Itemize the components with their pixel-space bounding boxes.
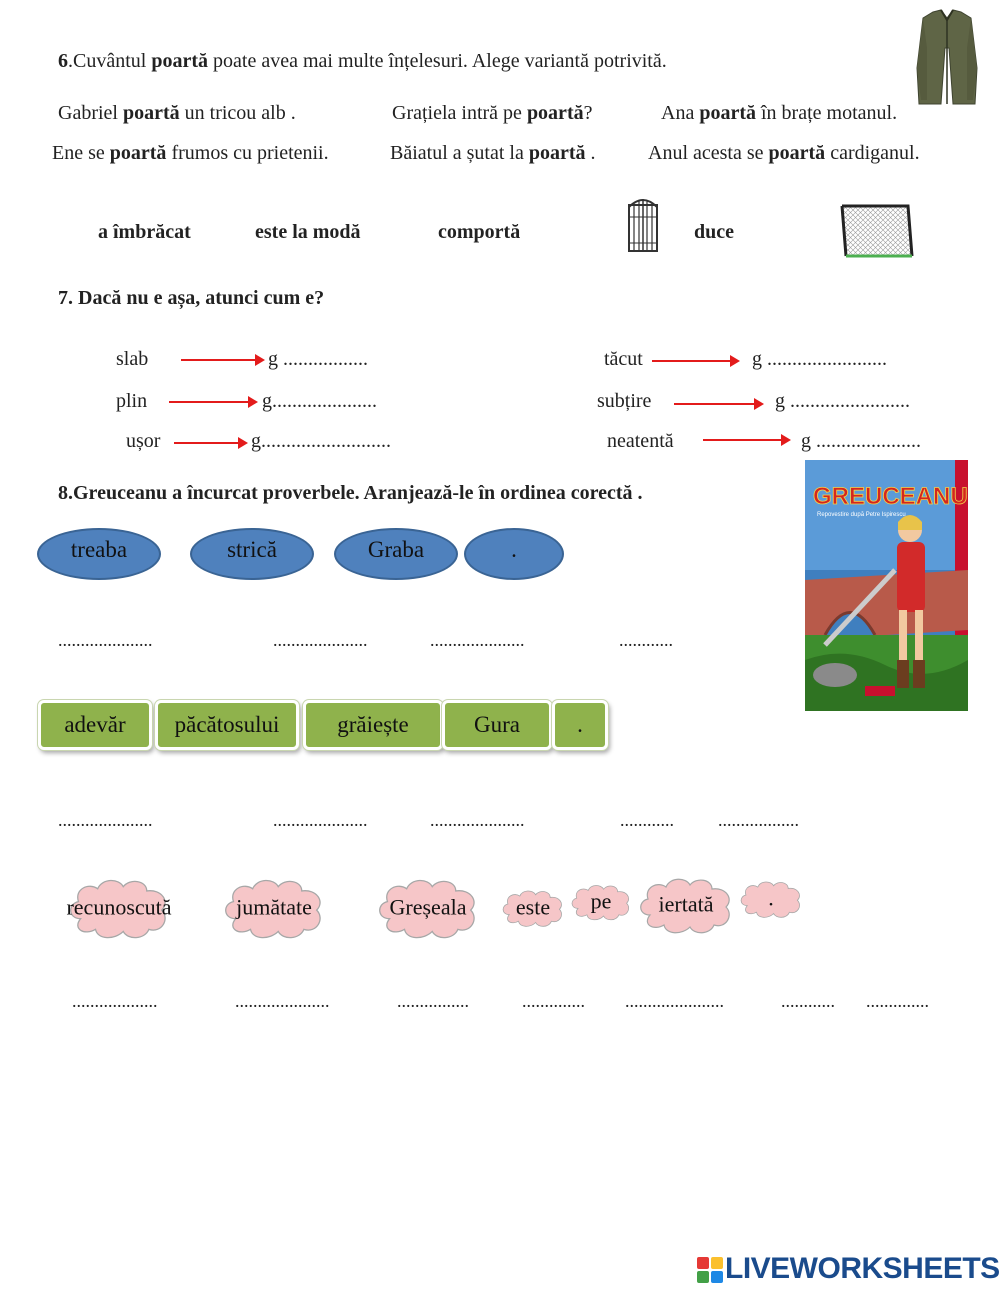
word-oval-treaba[interactable]: treaba bbox=[37, 528, 161, 580]
option-este-la-moda[interactable]: este la modă bbox=[255, 221, 361, 243]
word-box-pacatosului[interactable]: păcătosului bbox=[155, 700, 299, 750]
option-a-imbracat[interactable]: a îmbrăcat bbox=[98, 221, 191, 243]
answer-blank[interactable]: ..................... bbox=[58, 630, 153, 650]
word-cloud-iertata[interactable]: iertată bbox=[636, 870, 736, 940]
answer-blank[interactable]: ..................... bbox=[430, 810, 525, 830]
option-duce[interactable]: duce bbox=[694, 221, 734, 243]
answer-blank[interactable]: ..................... bbox=[58, 810, 153, 830]
ex6-sentence-3: Ana poartă în brațe motanul. bbox=[661, 102, 898, 124]
arrow-icon bbox=[674, 403, 762, 405]
word-oval-strica[interactable]: strică bbox=[190, 528, 314, 580]
ex7-answer-slab[interactable]: g ................. bbox=[268, 348, 368, 370]
option-comporta[interactable]: comportă bbox=[438, 221, 521, 243]
word-box-period[interactable]: . bbox=[552, 700, 608, 750]
ex7-word-neatenta: neatentă bbox=[607, 430, 674, 452]
ex6-sentence-6: Anul acesta se poartă cardiganul. bbox=[648, 142, 920, 164]
word-cloud-period[interactable]: . bbox=[738, 870, 804, 928]
ex6-sentence-2: Grațiela intră pe poartă? bbox=[392, 102, 593, 124]
answer-blank[interactable]: ...................... bbox=[625, 991, 724, 1011]
liveworksheets-logo: LIVEWORKSHEETS bbox=[725, 1252, 1000, 1285]
word-box-gura[interactable]: Gura bbox=[442, 700, 552, 750]
ex7-title: 7. Dacă nu e așa, atunci cum e? bbox=[58, 287, 325, 309]
ex6-sentence-4: Ene se poartă frumos cu prietenii. bbox=[52, 142, 329, 164]
gate-image[interactable] bbox=[627, 195, 659, 253]
cardigan-image[interactable] bbox=[913, 8, 981, 108]
arrow-icon bbox=[703, 439, 789, 441]
answer-blank[interactable]: ..................... bbox=[273, 810, 368, 830]
word-cloud-pe[interactable]: pe bbox=[569, 870, 633, 934]
word-cloud-greseala[interactable]: Greșeala bbox=[354, 876, 502, 940]
answer-blank[interactable]: ............ bbox=[619, 630, 673, 650]
answer-blank[interactable]: ............ bbox=[620, 810, 674, 830]
arrow-icon bbox=[169, 401, 256, 403]
ex7-word-plin: plin bbox=[116, 390, 148, 412]
answer-blank[interactable]: ..................... bbox=[430, 630, 525, 650]
answer-blank[interactable]: ................... bbox=[72, 991, 158, 1011]
word-box-graieste[interactable]: grăiește bbox=[303, 700, 443, 750]
greuceanu-book-cover bbox=[805, 460, 968, 711]
ex7-word-tacut: tăcut bbox=[604, 348, 643, 370]
answer-blank[interactable]: ................ bbox=[397, 991, 469, 1011]
arrow-icon bbox=[181, 359, 263, 361]
word-cloud-este[interactable]: este bbox=[500, 876, 566, 940]
ex7-word-subtire: subțire bbox=[597, 390, 652, 412]
soccer-goal-image[interactable] bbox=[838, 200, 916, 260]
arrow-icon bbox=[652, 360, 738, 362]
book-subtitle: Repovestire după Petre Ispirescu bbox=[817, 512, 906, 518]
word-oval-period[interactable]: . bbox=[464, 528, 564, 580]
ex6-sentence-1: Gabriel poartă un tricou alb . bbox=[58, 102, 296, 124]
answer-blank[interactable]: .................. bbox=[718, 810, 799, 830]
ex7-answer-subtire[interactable]: g ........................ bbox=[775, 390, 910, 412]
answer-blank[interactable]: .............. bbox=[522, 991, 585, 1011]
ex6-instruction: 6.Cuvântul poartă poate avea mai multe înțelesuri. Alege variantă potrivită. bbox=[58, 50, 667, 72]
ex7-answer-plin[interactable]: g..................... bbox=[262, 390, 377, 412]
liveworksheets-logo-icon bbox=[697, 1257, 723, 1283]
ex7-answer-neatenta[interactable]: g ..................... bbox=[801, 430, 921, 452]
ex7-answer-tacut[interactable]: g ........................ bbox=[752, 348, 887, 370]
word-cloud-jumatate[interactable]: jumătate bbox=[200, 876, 348, 940]
word-cloud-recunoscuta[interactable]: recunoscută bbox=[44, 876, 194, 940]
answer-blank[interactable]: ..................... bbox=[235, 991, 330, 1011]
ex8-title: 8.Greuceanu a încurcat proverbele. Aranjează-le în ordinea corectă . bbox=[58, 482, 643, 504]
word-box-adevar[interactable]: adevăr bbox=[38, 700, 152, 750]
answer-blank[interactable]: .............. bbox=[866, 991, 929, 1011]
ex6-sentence-5: Băiatul a șutat la poartă . bbox=[390, 142, 596, 164]
word-oval-graba[interactable]: Graba bbox=[334, 528, 458, 580]
arrow-icon bbox=[174, 442, 246, 444]
ex7-word-slab: slab bbox=[116, 348, 149, 370]
answer-blank[interactable]: ..................... bbox=[273, 630, 368, 650]
ex7-word-usor: ușor bbox=[126, 430, 161, 452]
ex7-answer-usor[interactable]: g.......................... bbox=[251, 430, 391, 452]
answer-blank[interactable]: ............ bbox=[781, 991, 835, 1011]
book-title: GREUCEANU bbox=[813, 483, 968, 510]
